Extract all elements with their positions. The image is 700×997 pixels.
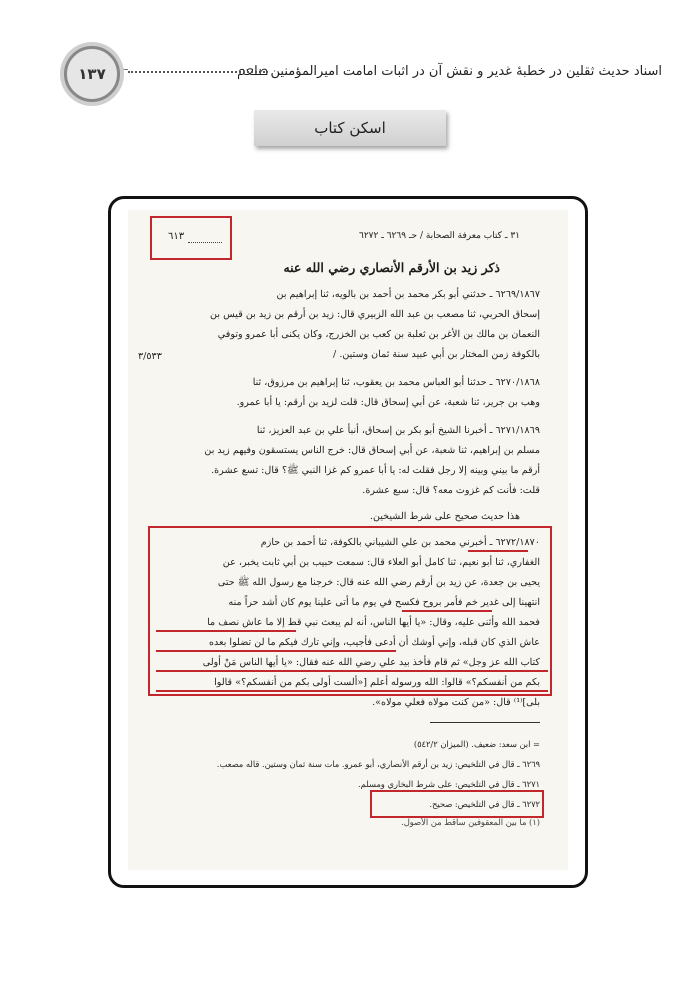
footnote-highlight-box <box>370 790 544 818</box>
underline <box>156 630 296 632</box>
underline <box>156 650 396 652</box>
page-number-badge <box>64 46 120 102</box>
footnote-rule <box>430 722 540 723</box>
text-line: الغفاري، ثنا أبو نعيم، ثنا كامل أبو العلاء قال: سمعت حبيب بن أبي ثابت يخبر، عن <box>222 557 540 568</box>
text-line: يحيى بن جعدة، عن زيد بن أرقم رضي الله عنه قال: خرجنا مع رسول الله ﷺ حتى <box>217 577 540 588</box>
footnote-line: ٦٢٧١ ـ قال في التلخيص: على شرط البخاري ومسلم. <box>358 779 540 789</box>
text-line: ٦٢٦٩/١٨٦٧ ـ حدثني أبو بكر محمد بن أحمد بن بالويه، ثنا إبراهيم بن <box>276 289 540 300</box>
text-line: ٦٢٧٢/١٨٧٠ ـ أخبرني محمد بن علي الشيباني بالكوفة، ثنا أحمد بن حازم <box>260 537 540 548</box>
text-line: عاش الذي كان قبله، وإني أوشك أن أدعى فأجيب، وإني تارك فيكم ما لن تضلوا بعده <box>209 637 540 648</box>
text-line: قلت: فأنت كم غزوت معه؟ قال: سبع عشرة. <box>362 485 540 496</box>
text-line: النعمان بن مالك بن الأغر بن ثعلبة بن كعب بن الخزرج، وكان يكنى أبا عمرو وتوفي <box>217 329 540 340</box>
header-dotted-rule <box>128 71 268 73</box>
underline <box>468 550 528 552</box>
text-line: فحمد الله وأثنى عليه، وقال: «يا أيها الناس، أنه لم يبعث نبي قط إلا ما عاش نصف ما <box>207 617 540 628</box>
text-line: انتهينا إلى غدير خم فأمر بروح فكسح في يوم ما أتى علينا يوم كان أشد حراً منه <box>228 597 540 608</box>
chapter-title: ذكر زيد بن الأرقم الأنصاري رضي الله عنه <box>283 260 500 275</box>
page-ref-highlight-box <box>150 216 232 260</box>
underline <box>156 670 548 672</box>
page-header-title: اسناد حدیث ثقلین در خطبهٔ غدیر و نقش آن در اثبات امامت امیرالمؤمنین ﷵ <box>237 64 662 79</box>
text-line: ٦٢٧٠/١٨٦٨ ـ حدثنا أبو العباس محمد بن يعقوب، ثنا إبراهيم بن مرزوق، ثنا <box>252 377 540 388</box>
text-line: أرقم ما بيني وبينه إلا رجل فقلت له: يا أبا عمرو كم غزا النبي ﷺ؟ قال: تسع عشرة. <box>211 465 540 476</box>
text-line: إسحاق الحربي، ثنا مصعب بن عبد الله الزبيري قال: زيد بن أرقم بن زيد بن قيس بن <box>210 309 540 320</box>
text-line: ٦٢٧١/١٨٦٩ ـ أخبرنا الشيخ أبو بكر بن إسحاق، أنبأ علي بن عبد العزيز، ثنا <box>256 425 540 436</box>
text-line: هذا حديث صحيح على شرط الشيخين. <box>369 511 520 522</box>
underline <box>156 690 548 692</box>
text-line: كتاب الله عز وجل» ثم قام فأخذ بيد علي رضي الله عنه فقال: «يا أيها الناس مَنْ أولى <box>202 657 540 668</box>
footnote-line: ٦٢٧٢ ـ قال في التلخيص: صحيح. <box>429 799 540 809</box>
running-head: ٣١ ـ كتاب معرفة الصحابة / حـ ٦٢٦٩ ـ ٦٢٧٢ <box>358 231 520 241</box>
footnote-line: (١) ما بين المعقوفين ساقط من الأصول. <box>401 817 540 827</box>
text-line: بكم من أنفسكم؟» قالوا: الله ورسوله أعلم [«ألست أولى بكم من أنفسكم؟» قالوا <box>214 677 540 688</box>
margin-note: ٣/٥٣٣ <box>138 351 162 362</box>
text-line: مسلم بن إبراهيم، ثنا شعبة، عن أبي إسحاق قال: خرج الناس يستسقون وفيهم زيد بن <box>204 445 540 456</box>
underline <box>402 610 492 612</box>
page-number: ۱۳۷ <box>78 65 106 83</box>
footnote-line: = ابن سعد: ضعيف. (الميزان ٥٤٢/٢) <box>413 739 540 749</box>
section-label: اسکن کتاب <box>254 110 446 146</box>
page-ref: ٦١٣ <box>168 231 185 242</box>
text-line: وهب بن جرير، ثنا شعبة، عن أبي إسحاق قال: قلت لزيد بن أرقم: يا أبا عمرو. <box>236 397 540 408</box>
footnote-line: ٦٢٦٩ ـ قال في التلخيص: زيد بن أرقم الأنصاري، أبو عمرو. مات سنة ثمان وستين. قاله مصعب. <box>216 759 540 769</box>
text-line: بلى]⁽¹⁾ قال: «من كنت مولاه فعلي مولاه». <box>372 697 540 708</box>
text-line: بالكوفة زمن المختار بن أبي عبيد سنة ثمان وستين. / <box>333 349 540 360</box>
